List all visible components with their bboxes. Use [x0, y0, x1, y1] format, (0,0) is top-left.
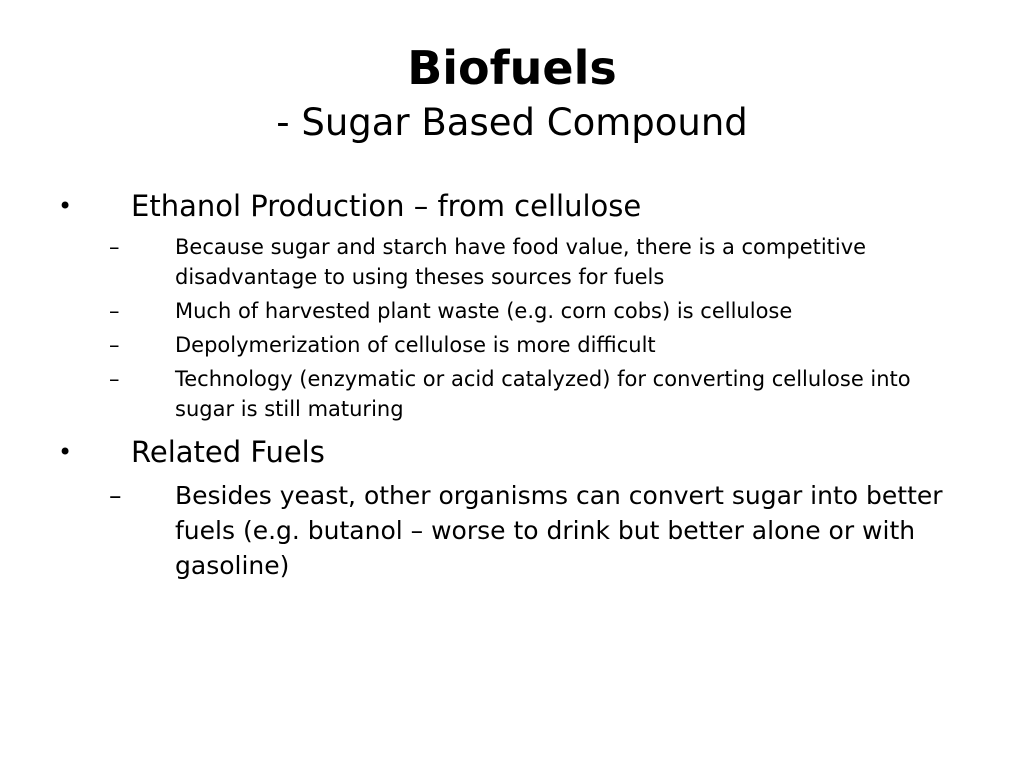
subbullet-technology [0, 364, 1024, 424]
subbullet-food-value [0, 232, 1024, 292]
dash-marker: – [109, 299, 120, 323]
subbullet-plant-waste [0, 296, 1024, 326]
subbullet-text: Depolymerization of cellulose is more difficult [175, 333, 656, 357]
subbullet-text: Besides yeast, other organisms can convert sugar into better fuels (e.g. butanol – worse to drink but better alone or with gasoline) [175, 481, 943, 580]
bullet-text: Ethanol Production – from cellulose [131, 189, 642, 223]
bullet-text: Related Fuels [131, 435, 325, 469]
dash-marker: – [109, 333, 120, 357]
subbullet-depolymerization [0, 330, 1024, 360]
dash-marker: – [109, 481, 122, 510]
bullet-marker: • [58, 192, 73, 220]
dash-marker: – [109, 235, 120, 259]
dash-marker: – [109, 367, 120, 391]
subbullet-other-organisms [0, 478, 1024, 583]
bullet-related-fuels [0, 432, 1024, 472]
slide-title: Biofuels [407, 41, 617, 95]
subbullet-text: Much of harvested plant waste (e.g. corn cobs) is cellulose [175, 299, 793, 323]
subbullet-text: Technology (enzymatic or acid catalyzed) for converting cellulose into sugar is still maturing [175, 367, 911, 421]
bullet-ethanol-production [0, 186, 1024, 226]
title-block [0, 38, 1024, 148]
bullet-marker: • [58, 438, 73, 466]
slide-content [0, 186, 1024, 583]
slide-subtitle: - Sugar Based Compound [276, 101, 748, 144]
subbullet-text: Because sugar and starch have food value, there is a competitive disadvantage to using theses sources for fuels [175, 235, 867, 289]
